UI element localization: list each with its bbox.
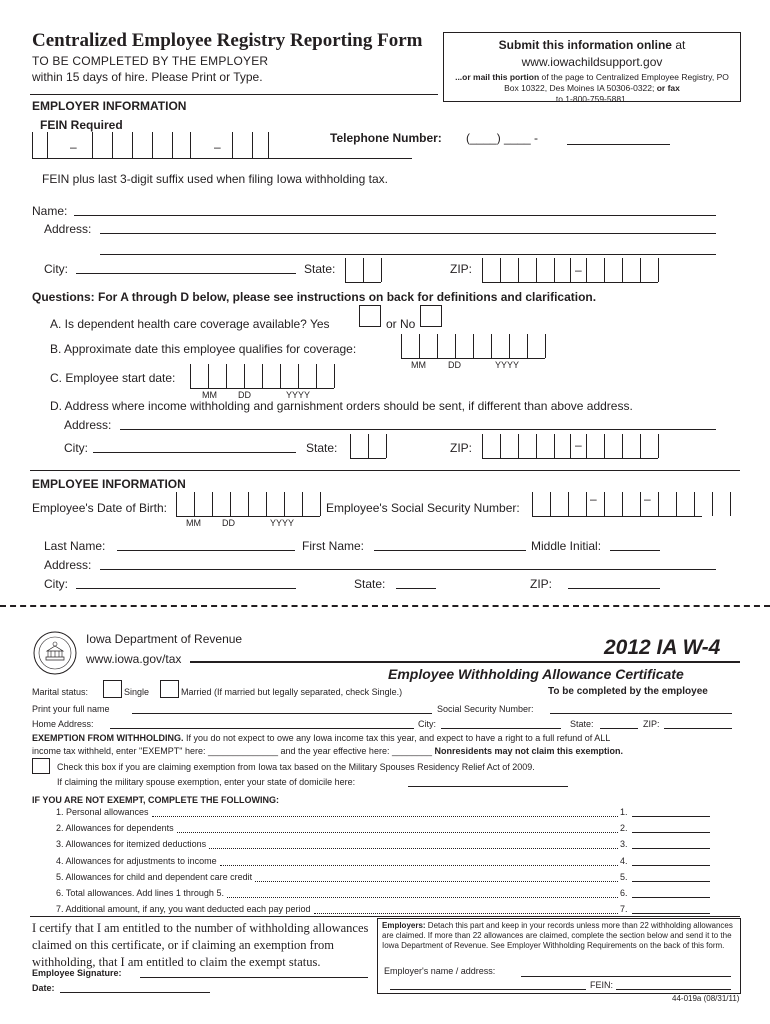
state-seal-icon (32, 630, 78, 676)
employee-divider (30, 470, 740, 471)
marital-status-label: Marital status: (32, 687, 89, 697)
form-title: Centralized Employee Registry Reporting Form (32, 30, 423, 51)
w4-ssn-label: Social Security Number: (437, 704, 534, 714)
allowance-leader-dots (177, 832, 618, 833)
employee-address-label: Address: (44, 558, 92, 572)
w4-form-title: 2012 IA W-4 (604, 636, 721, 659)
date-label: Date: (32, 983, 55, 993)
last-name-input[interactable] (117, 550, 295, 551)
employer-state-label: State: (304, 262, 336, 276)
telephone-label: Telephone Number: (330, 131, 442, 145)
employers-text: Detach this part and keep in your records unless more than 22 withholding allowances are claimed. If more than 22 allowances are claimed, complete the section below and send it to the Iowa Department of Revenue. See Employer Withholding Requirements on the back of this form. (382, 921, 733, 950)
allowance-line-input[interactable] (632, 865, 710, 866)
w4-zip-input[interactable] (664, 728, 732, 729)
employer-zip-input[interactable]: – (482, 258, 658, 283)
allowance-line-label: 3. Allowances for itemized deductions (56, 839, 207, 850)
employee-city-input[interactable] (76, 588, 296, 589)
question-a-or: or No (386, 317, 416, 331)
employer-fein-label: FEIN: (590, 980, 614, 990)
fein-input[interactable]: – – (32, 142, 412, 159)
submit-url[interactable]: www.iowachildsupport.gov (521, 55, 663, 69)
coverage-mm: MM (411, 360, 426, 370)
single-label: Single (124, 687, 150, 697)
start-dd: DD (238, 390, 251, 400)
question-a-label: A. Is dependent health care coverage available? Yes (50, 317, 330, 331)
allowance-leader-dots (209, 848, 618, 849)
home-address-label: Home Address: (32, 719, 94, 729)
coverage-dd: DD (448, 360, 461, 370)
allowance-line-number: 7. (620, 904, 628, 915)
withholding-address-label: Address: (64, 418, 112, 432)
withholding-zip-label: ZIP: (450, 441, 473, 455)
health-coverage-yes-checkbox[interactable] (359, 305, 381, 327)
home-address-input[interactable] (110, 728, 414, 729)
employee-zip-input[interactable] (568, 588, 660, 589)
dob-input[interactable] (176, 492, 320, 517)
w4-city-label: City: (418, 719, 436, 729)
employer-name-input[interactable] (74, 215, 716, 216)
withholding-zip-input[interactable]: – (482, 434, 658, 459)
employer-name-label: Name: (32, 204, 68, 218)
start-mm: MM (202, 390, 217, 400)
withholding-state-input[interactable] (350, 434, 386, 459)
employers-box (377, 918, 741, 994)
employer-address-label: Address: (44, 222, 92, 236)
submit-online-at: at (671, 38, 686, 52)
employee-address-input[interactable] (100, 569, 716, 570)
employers-note (382, 921, 736, 951)
start-yyyy: YYYY (286, 390, 311, 400)
header-divider (30, 94, 438, 95)
not-exempt-heading: IF YOU ARE NOT EXEMPT, COMPLETE THE FOLLOWING: (32, 795, 280, 805)
allowance-line-input[interactable] (632, 897, 710, 898)
employer-name-address-input[interactable] (521, 976, 731, 977)
nonresidents-note: Nonresidents may not claim this exemption. (434, 746, 624, 756)
allowance-leader-dots (220, 865, 618, 866)
telephone-input[interactable] (567, 144, 670, 145)
middle-initial-label: Middle Initial: (531, 539, 602, 553)
military-spouse-checkbox[interactable] (32, 758, 50, 774)
form-number: 44-019a (08/31/11) (672, 994, 740, 1003)
last-name-label: Last Name: (44, 539, 106, 553)
military-check-text: Check this box if you are claiming exemption from Iowa tax based on the Military Spouses Residency Relief Act of 2009. (57, 762, 535, 772)
dob-mm: MM (186, 518, 201, 528)
question-c-label: C. Employee start date: (50, 371, 176, 385)
exemption-text: If you do not expect to owe any Iowa income tax this year, and expect to have a right to a full refund of ALL (183, 733, 611, 743)
allowance-line-input[interactable] (632, 913, 710, 914)
submit-info-box (443, 32, 741, 102)
allowance-leader-dots (255, 881, 618, 882)
mail-bold: ...or mail this portion (455, 72, 540, 82)
allowance-line-label: 6. Total allowances. Add lines 1 through 5. (56, 888, 224, 898)
allowance-leader-dots (314, 913, 618, 914)
allowance-leader-dots (152, 816, 618, 817)
employer-state-input[interactable] (345, 258, 381, 283)
form-subtitle-2: within 15 days of hire. Please Print or Type. (32, 70, 263, 84)
form-subtitle-1: TO BE COMPLETED BY THE EMPLOYER (32, 54, 269, 68)
exemption-line-2 (32, 746, 623, 756)
fein-note: FEIN plus last 3-digit suffix used when filing Iowa withholding tax. (42, 172, 388, 186)
employee-zip-label: ZIP: (530, 577, 553, 591)
allowance-line-label: 1. Personal allowances (56, 807, 149, 817)
mail-info (448, 72, 736, 105)
employer-address-input-2[interactable] (100, 254, 716, 255)
military-state-text: If claiming the military spouse exemption, enter your state of domicile here: (57, 777, 356, 787)
dob-dd: DD (222, 518, 235, 528)
questions-heading: Questions: For A through D below, please see instructions on back for definitions and clarification. (32, 290, 597, 304)
coverage-yyyy: YYYY (495, 360, 520, 370)
ssn-label: Employee's Social Security Number: (326, 501, 520, 515)
employee-signature-label: Employee Signature: (32, 968, 122, 978)
employers-bold: Employers: (382, 921, 426, 930)
first-name-input[interactable] (374, 550, 526, 551)
w4-state-input[interactable] (600, 728, 638, 729)
allowance-line-input[interactable] (632, 848, 710, 849)
allowance-line-number: 2. (620, 823, 628, 834)
allowance-line-label: 2. Allowances for dependents (56, 823, 174, 834)
allowance-line-input[interactable] (632, 881, 710, 882)
allowance-line-label: 7. Additional amount, if any, you want deducted each pay period (56, 904, 311, 915)
allowance-line-number: 5. (620, 871, 628, 882)
employee-section-title: EMPLOYEE INFORMATION (32, 477, 186, 491)
w4-form-subtitle: Employee Withholding Allowance Certificate (388, 666, 684, 682)
married-label: Married (If married but legally separated, check Single.) (181, 687, 403, 697)
mail-fax-bold: or fax (654, 83, 680, 93)
telephone-format: (____) ____ - (466, 131, 539, 145)
single-checkbox[interactable] (103, 680, 122, 698)
married-checkbox[interactable] (160, 680, 179, 698)
fein-label: FEIN Required (40, 118, 123, 132)
start-date-input[interactable] (190, 364, 334, 389)
w4-city-input[interactable] (441, 728, 561, 729)
certify-text: I certify that I am entitled to the number of withholding allowances claimed on this certificate, or if claiming an exemption from withholding, that I am entitled to claim the exempt status. (32, 921, 369, 969)
employer-name-address-label: Employer's name / address: (384, 966, 496, 976)
submit-online-line (444, 38, 740, 52)
completed-by-employee: To be completed by the employee (548, 686, 708, 697)
full-name-label: Print your full name (32, 704, 110, 714)
employee-state-input[interactable] (396, 588, 436, 589)
certify-divider (30, 916, 740, 917)
first-name-label: First Name: (302, 539, 365, 553)
allowance-line-number: 6. (620, 888, 628, 898)
question-d-label: D. Address where income withholding and garnishment orders should be sent, if different than above address. (50, 399, 633, 413)
ssn-input[interactable]: – – (532, 492, 702, 517)
middle-initial-input[interactable] (610, 550, 660, 551)
employer-section-title: EMPLOYER INFORMATION (32, 99, 187, 113)
employer-fein-input[interactable] (616, 989, 731, 990)
employer-address-input[interactable] (100, 233, 716, 234)
mail-fax: to 1-800-759-5881. (555, 94, 629, 104)
dob-yyyy: YYYY (270, 518, 295, 528)
employer-zip-label: ZIP: (450, 262, 473, 276)
allowance-line-number: 1. (620, 807, 628, 817)
w4-zip-label: ZIP: (643, 719, 660, 729)
withholding-state-label: State: (306, 441, 338, 455)
full-name-input[interactable] (132, 713, 432, 714)
w4-title-rule (190, 661, 740, 663)
withholding-city-input[interactable] (93, 452, 296, 453)
employer-city-label: City: (44, 262, 68, 276)
withholding-address-input[interactable] (120, 429, 716, 430)
employee-signature-input[interactable] (140, 977, 368, 978)
mail-text: of the page to Centralized Employee Registry, PO Box 10322, Des Moines IA 50306-0322; (504, 72, 729, 93)
allowance-line-number: 3. (620, 839, 628, 850)
w4-ssn-input[interactable] (550, 713, 732, 714)
coverage-date-input[interactable] (401, 334, 545, 359)
allowance-line-label: 5. Allowances for child and dependent care credit (56, 871, 253, 882)
date-input[interactable] (60, 992, 210, 993)
detach-cut-line (0, 605, 770, 607)
submit-online-bold: Submit this information online (498, 38, 672, 52)
exemption-bold: EXEMPTION FROM WITHHOLDING. (32, 733, 184, 743)
employer-city-input[interactable] (76, 273, 296, 274)
dept-name: Iowa Department of Revenue (86, 632, 243, 646)
allowance-line-input[interactable] (632, 816, 710, 817)
employee-state-label: State: (354, 577, 386, 591)
exemption-text-2: income tax withheld, enter "EXEMPT" here: ______________ and the year effective here: ________ (32, 746, 435, 756)
employer-address-line-2[interactable] (390, 989, 586, 990)
exemption-line-1 (32, 733, 610, 743)
dob-label: Employee's Date of Birth: (32, 501, 168, 515)
employee-city-label: City: (44, 577, 68, 591)
health-coverage-no-checkbox[interactable] (420, 305, 442, 327)
allowance-line-input[interactable] (632, 832, 710, 833)
allowance-line-label: 4. Allowances for adjustments to income (56, 855, 217, 866)
allowance-line-number: 4. (620, 855, 628, 866)
withholding-city-label: City: (64, 441, 88, 455)
allowance-leader-dots (227, 897, 618, 898)
w4-state-label: State: (570, 719, 594, 729)
military-state-input[interactable] (408, 786, 568, 787)
question-b-label: B. Approximate date this employee qualifies for coverage: (50, 342, 357, 356)
dept-url[interactable]: www.iowa.gov/tax (86, 652, 182, 666)
